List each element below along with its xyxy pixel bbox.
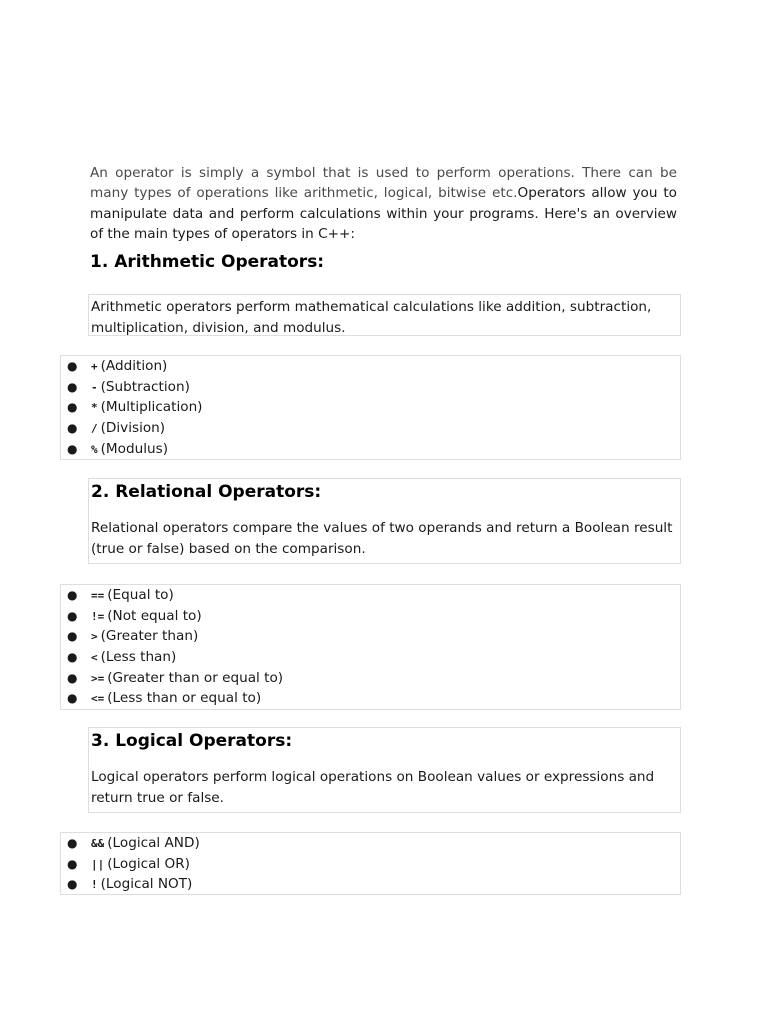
section-heading-logical: 3. Logical Operators: (91, 731, 293, 751)
bullet-icon: ● (67, 670, 78, 685)
operator-symbol: >= (91, 671, 105, 685)
list-item (61, 356, 680, 377)
intro-part-2: Operators allow you to manipulate data and perform calculations within your programs. Here's an overview of the main types of operators in C++: (90, 185, 677, 243)
bullet-icon: ● (67, 856, 78, 871)
bullet-icon: ● (67, 379, 78, 394)
list-item (61, 647, 680, 668)
operator-symbol: || (91, 857, 105, 871)
list-item (61, 418, 680, 439)
operator-label: (Subtraction) (100, 378, 190, 395)
operator-label: (Logical OR) (107, 855, 190, 872)
operator-label: (Equal to) (107, 587, 174, 603)
list-item (61, 854, 680, 875)
relational-operator-list (61, 585, 680, 709)
list-item (61, 439, 680, 460)
operator-symbol: * (91, 401, 98, 415)
operator-symbol: != (91, 609, 105, 623)
operator-label: (Logical NOT) (100, 876, 193, 893)
operator-label: (Not equal to) (107, 607, 202, 624)
bullet-icon: ● (67, 608, 78, 623)
operator-label: (Greater than) (100, 628, 199, 645)
bullet-icon: ● (67, 400, 78, 415)
operator-label: (Modulus) (100, 440, 168, 457)
operator-symbol: / (91, 422, 98, 436)
arithmetic-operator-list (61, 356, 680, 459)
arithmetic-description: Arithmetic operators perform mathematical calculations like addition, subtraction, multiplication, division, and modulus. (91, 299, 652, 336)
bullet-icon: ● (67, 691, 78, 706)
list-item (61, 626, 680, 647)
list-item (61, 585, 680, 606)
logical-section-box (88, 727, 681, 813)
operator-symbol: > (91, 630, 98, 644)
operator-symbol: < (91, 651, 98, 665)
list-item (61, 833, 680, 854)
operator-label: (Greater than or equal to) (107, 669, 284, 686)
operator-label: (Division) (100, 420, 166, 437)
bullet-icon: ● (67, 836, 78, 850)
operator-symbol: <= (91, 692, 105, 706)
intro-paragraph (90, 163, 677, 245)
operator-symbol: + (91, 360, 98, 373)
list-item (61, 377, 680, 398)
operator-symbol: ! (91, 878, 98, 892)
bullet-icon: ● (67, 877, 78, 892)
list-item (61, 688, 680, 709)
operator-label: (Multiplication) (100, 399, 203, 416)
operator-label: (Logical AND) (107, 835, 200, 851)
operator-label: (Less than or equal to) (107, 690, 262, 707)
logical-operator-list (61, 833, 680, 895)
operator-label: (Addition) (100, 358, 168, 374)
list-item (61, 397, 680, 418)
bullet-icon: ● (67, 441, 78, 456)
operator-symbol: && (91, 837, 105, 850)
bullet-icon: ● (67, 588, 78, 602)
bullet-icon: ● (67, 421, 78, 436)
bullet-icon: ● (67, 359, 78, 373)
arithmetic-description-box (88, 294, 681, 336)
list-item (61, 668, 680, 689)
operator-label: (Less than) (100, 649, 177, 666)
section-heading-relational: 2. Relational Operators: (91, 482, 322, 502)
logical-description: Logical operators perform logical operations on Boolean values or expressions and return true or false. (91, 769, 655, 806)
bullet-icon: ● (67, 629, 78, 644)
relational-section-box (88, 478, 681, 564)
operator-symbol: - (91, 380, 98, 394)
bullet-icon: ● (67, 650, 78, 665)
list-item (61, 874, 680, 895)
section-heading-arithmetic: 1. Arithmetic Operators: (90, 252, 325, 272)
operator-symbol: == (91, 589, 105, 602)
operator-symbol: % (91, 442, 98, 456)
logical-operator-list-box (60, 832, 681, 895)
intro-part-1: An operator is simply a symbol that is used to perform operations. There can be many types of operations like arithmetic, logical, bitwise etc. (90, 164, 677, 202)
arithmetic-operator-list-box (60, 355, 681, 460)
relational-description: Relational operators compare the values of two operands and return a Boolean result (true or false) based on the comparison. (91, 520, 673, 557)
relational-operator-list-box (60, 584, 681, 710)
list-item (61, 606, 680, 627)
